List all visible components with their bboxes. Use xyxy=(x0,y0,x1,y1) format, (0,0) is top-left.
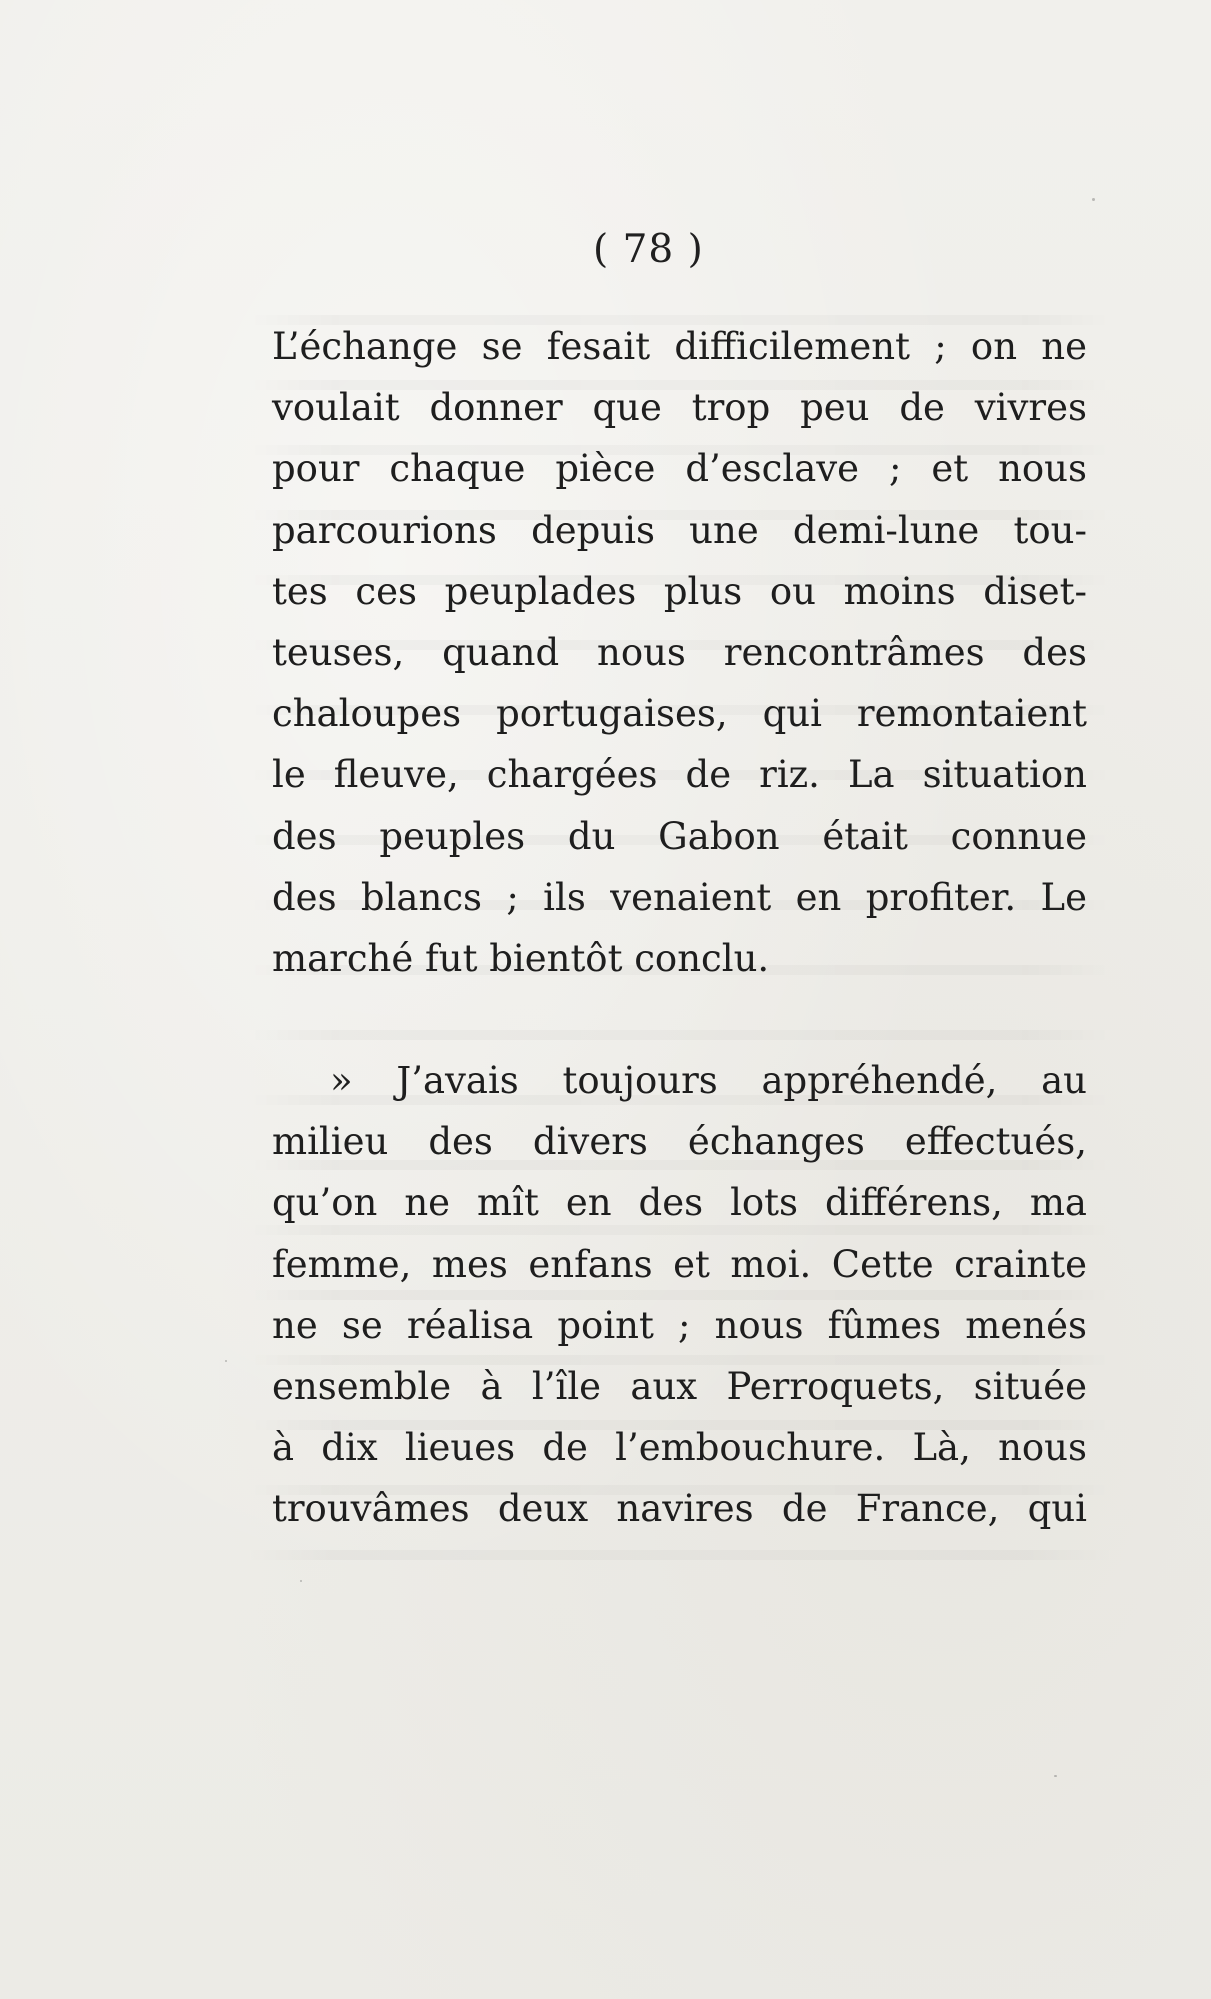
paper-speck xyxy=(300,1580,302,1582)
text-line: chaloupes portugaises, qui remontaient xyxy=(272,692,1087,736)
text-line: des blancs ; ils venaient en profiter. Le xyxy=(272,875,1087,919)
text-line: L’échange se fesait difficilement ; on ne xyxy=(272,325,1087,368)
text-line: marché fut bientôt conclu. xyxy=(272,936,770,980)
text-line: à dix lieues de l’embouchure. Là, nous xyxy=(272,1426,1087,1470)
text-line: ne se réalisa point ; nous fûmes menés xyxy=(272,1303,1087,1347)
text-line: » J’avais toujours appréhendé, au xyxy=(330,1059,1087,1103)
text-line: des peuples du Gabon était connue xyxy=(272,814,1087,858)
paragraph xyxy=(272,316,1087,989)
paragraph xyxy=(272,1050,1087,1540)
text-line: parcourions depuis une demi-lune tou- xyxy=(272,508,1087,552)
paper-speck xyxy=(225,1360,227,1362)
text-line: milieu des divers échanges effectués, xyxy=(272,1120,1087,1164)
text-line: le fleuve, chargées de riz. La situation xyxy=(272,753,1087,797)
text-line: qu’on ne mît en des lots différens, ma xyxy=(272,1181,1087,1225)
text-line: tes ces peuplades plus ou moins diset- xyxy=(272,569,1087,613)
page-number: ( 78 ) xyxy=(593,227,704,272)
paper-speck xyxy=(1054,1775,1057,1777)
body-text xyxy=(272,316,1087,1540)
paper-speck xyxy=(1092,198,1095,201)
text-line: teuses, quand nous rencontrâmes des xyxy=(272,630,1087,674)
text-line: femme, mes enfans et moi. Cette crainte xyxy=(272,1242,1087,1286)
text-line: trouvâmes deux navires de France, qui xyxy=(272,1487,1087,1531)
text-line: ensemble à l’île aux Perroquets, située xyxy=(272,1365,1087,1408)
text-line: voulait donner que trop peu de vivres xyxy=(272,386,1087,430)
text-line: pour chaque pièce d’esclave ; et nous xyxy=(272,447,1087,491)
